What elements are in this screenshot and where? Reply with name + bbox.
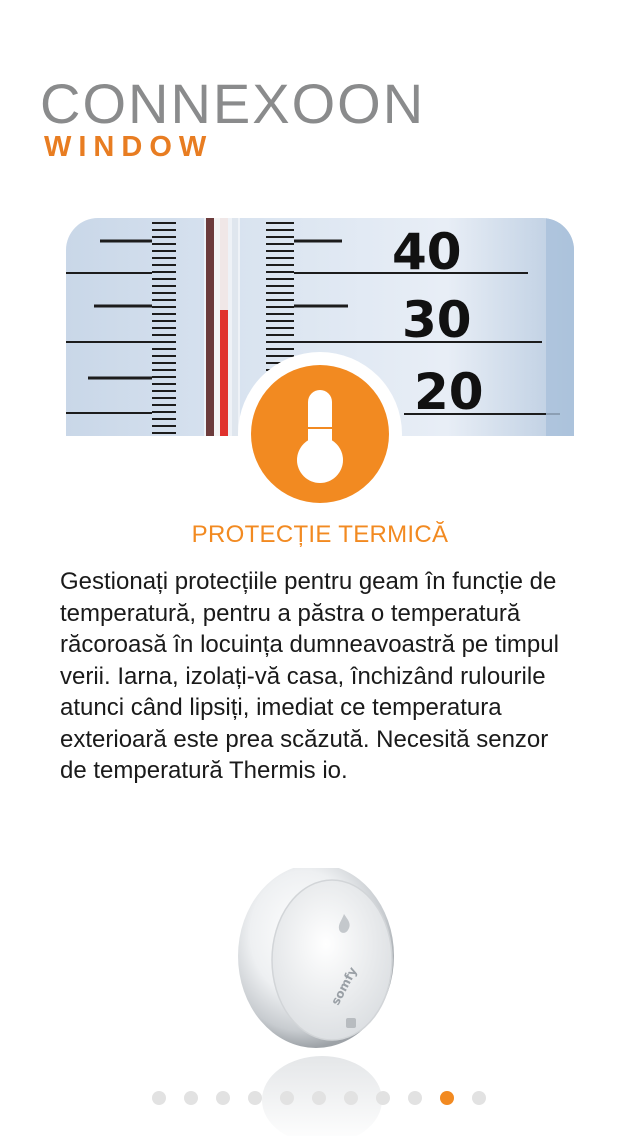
feature-description: Gestionați protecțiile pentru geam în funcție de temperatură, pentru a păstra o temperatură răcoroasă în locuința dumneavoastră pe timpul verii. Iarna, izolați-vă casa, închizând rulourile atunci când lipsiți, imediat ce temperatura exterioară este prea scăzută. Necesită senzor de temperatură Thermis io. (60, 568, 559, 784)
page-dot[interactable] (472, 1091, 486, 1105)
page-dot[interactable] (344, 1091, 358, 1105)
page-dot[interactable] (408, 1091, 422, 1105)
page-dot[interactable] (376, 1091, 390, 1105)
somfy-brand-mark: somfy (328, 964, 360, 1008)
logo-wordmark: CONNEXOON (40, 72, 426, 135)
thermometer-badge (251, 365, 389, 503)
page-indicator[interactable] (152, 1091, 486, 1107)
page-dot[interactable] (184, 1091, 198, 1105)
page-dot-active[interactable] (440, 1091, 454, 1105)
scale-label-20: 20 (414, 363, 484, 421)
page-dot[interactable] (312, 1091, 326, 1105)
scale-label-30: 30 (402, 291, 472, 349)
connexoon-logo (40, 72, 426, 164)
page-dot[interactable] (152, 1091, 166, 1105)
page-dot[interactable] (216, 1091, 230, 1105)
thermometer-icon (251, 365, 389, 503)
logo-product: WINDOW (44, 131, 214, 163)
scale-label-40: 40 (392, 223, 462, 281)
page-dot[interactable] (280, 1091, 294, 1105)
feature-title: PROTECȚIE TERMICĂ (191, 521, 449, 548)
page-dot[interactable] (248, 1091, 262, 1105)
